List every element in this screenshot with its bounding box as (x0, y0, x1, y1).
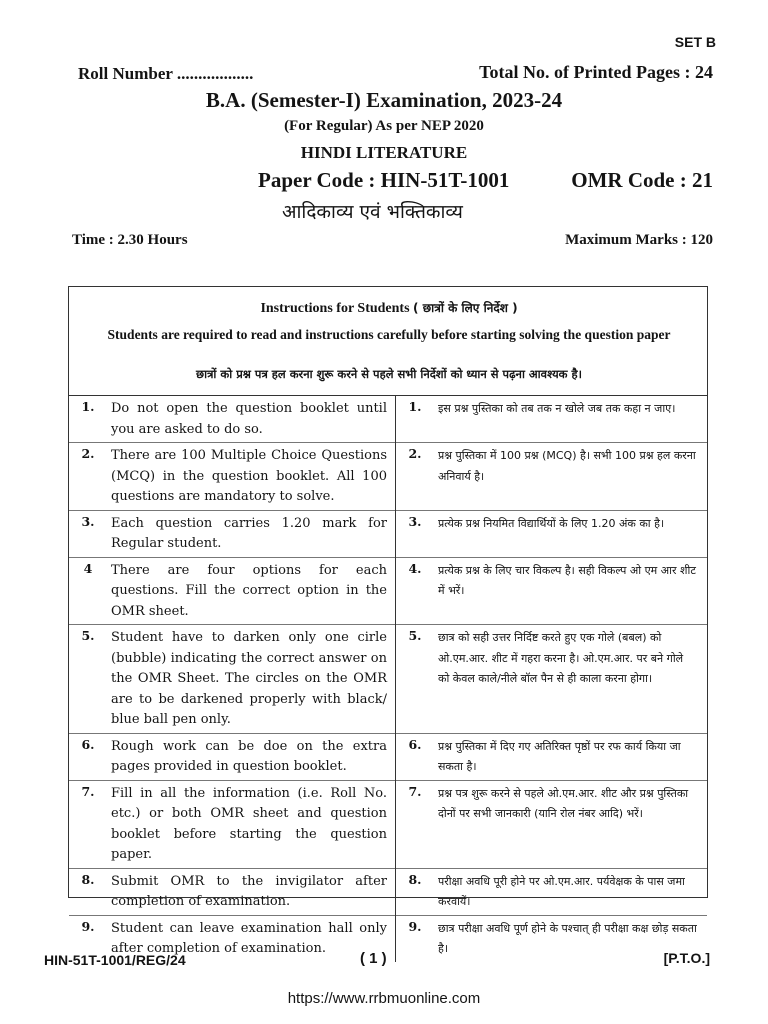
footer-paper-code: HIN-51T-1001/REG/24 (44, 952, 186, 968)
instructions-heading-hindi: ( छात्रों के लिए निर्देश ) (413, 301, 518, 315)
regular-line: (For Regular) As per NEP 2020 (284, 118, 484, 134)
instruction-hindi: प्रश्न पुस्तिका में 100 प्रश्न (MCQ) है। सभी 100 प्रश्न हल करना अनिवार्य है। (438, 449, 696, 483)
instruction-row (69, 780, 707, 868)
instruction-hindi: परीक्षा अवधि पूरी होने पर ओ.एम.आर. पर्यवेक्षक के पास जमा करवायें। (438, 874, 685, 908)
instruction-english: Each question carries 1.20 mark for Regular student. (107, 510, 396, 557)
instruction-number: 8. (81, 871, 95, 887)
instruction-number: 7. (81, 783, 95, 799)
instructions-box (68, 286, 708, 956)
instructions-intro-hindi: छात्रों को प्रश्न पत्र हल करना शुरू करने से पहले सभी निर्देशों को ध्यान से पढ़ना आवश्यक है। (196, 367, 582, 381)
instruction-number-hindi: 6. (408, 736, 422, 752)
instruction-hindi: प्रश्न पत्र शुरू करने से पहले ओ.एम.आर. शीट और प्रश्न पुस्तिका दोनों पर सभी जानकारी (यानि रोल नंबर आदि) भरें। (438, 786, 689, 820)
instructions-table (69, 395, 707, 962)
footer-page-number: ( 1 ) (360, 950, 387, 967)
set-label: SET B (674, 34, 716, 50)
instruction-number: 6. (81, 736, 95, 752)
maximum-marks: Maximum Marks : 120 (565, 232, 713, 248)
instruction-number: 4 (83, 560, 93, 576)
instruction-english: Student can leave examination hall only after completion of examination. (107, 915, 396, 962)
omr-code: OMR Code : 21 (571, 168, 713, 192)
instruction-row (69, 557, 707, 625)
instruction-english: Rough work can be doe on the extra pages provided in question booklet. (107, 733, 396, 780)
paper-code: Paper Code : HIN-51T-1001 (258, 168, 510, 192)
instructions-intro-english: Students are required to read and instructions carefully before starting solving the question paper (107, 327, 671, 342)
instruction-row (69, 868, 707, 915)
hindi-subject-title: आदिकाव्य एवं भक्तिकाव्य (282, 201, 463, 223)
instruction-english: There are four options for each questions. Fill the correct option in the OMR sheet. (107, 557, 396, 625)
instruction-number: 5. (81, 628, 95, 643)
instruction-number-hindi: 3. (408, 513, 422, 529)
footer-pto: [P.T.O.] (663, 950, 710, 966)
instruction-number-hindi: 8. (408, 871, 422, 887)
instruction-number: 2. (81, 446, 95, 461)
instruction-number: 1. (81, 399, 95, 414)
instruction-hindi: छात्र परीक्षा अवधि पूर्ण होने के पश्चात् ही परीक्षा कक्ष छोड़ सकता है। (438, 921, 697, 955)
instruction-english: Do not open the question booklet until you are asked to do so. (107, 396, 396, 443)
exam-time: Time : 2.30 Hours (72, 232, 188, 248)
instruction-hindi: प्रत्येक प्रश्न नियमित विद्यार्थियों के लिए 1.20 अंक का है। (438, 516, 665, 530)
roll-number: Roll Number .................. (78, 64, 254, 83)
instruction-english: Submit OMR to the invigilator after completion of examination. (107, 868, 396, 915)
instruction-number-hindi: 1. (408, 399, 422, 414)
instruction-number-hindi: 4. (408, 560, 422, 576)
instruction-english: There are 100 Multiple Choice Questions (MCQ) in the question booklet. All 100 questions are mandatory to solve. (107, 443, 396, 511)
instruction-english: Fill in all the information (i.e. Roll No. etc.) or both OMR sheet and question booklet before starting the question paper. (107, 780, 396, 868)
instruction-number: 3. (81, 513, 95, 529)
exam-title: B.A. (Semester-I) Examination, 2023-24 (205, 88, 563, 112)
instruction-number-hindi: 7. (408, 783, 422, 799)
instruction-row (69, 443, 707, 511)
instruction-hindi: छात्र को सही उत्तर निर्दिष्ट करते हुए एक गोले (बबल) को ओ.एम.आर. शीट में गहरा करना है। ओ.एम.आर. पर बने गोले को केवल काले/नीले बॉल पैन से ही काला करना होगा। (438, 631, 684, 685)
instruction-number-hindi: 9. (408, 918, 422, 934)
instruction-hindi: इस प्रश्न पुस्तिका को तब तक न खोले जब तक कहा न जाए। (438, 402, 676, 415)
subject-title: HINDI LITERATURE (300, 143, 468, 162)
instruction-number: 9. (81, 918, 95, 934)
instruction-english: Student have to darken only one cirle (bubble) indicating the correct answer on the OMR Sheet. The circles on the OMR are to be darkened properly with black/ blue ball pen only. (107, 625, 396, 734)
total-printed-pages: Total No. of Printed Pages : 24 (479, 62, 713, 82)
instruction-row (69, 396, 707, 443)
instruction-row (69, 625, 707, 734)
instruction-number-hindi: 2. (408, 446, 422, 461)
website-url: https://www.rrbmuonline.com (287, 990, 481, 1007)
instruction-hindi: प्रत्येक प्रश्न के लिए चार विकल्प है। सही विकल्प ओ एम आर शीट में भरें। (438, 563, 696, 597)
instruction-number-hindi: 5. (408, 628, 422, 643)
instructions-heading-english: Instructions for Students (260, 301, 410, 316)
instructions-heading (69, 299, 709, 317)
instruction-hindi: प्रश्न पुस्तिका में दिए गए अतिरिक्त पृष्ठों पर रफ कार्य किया जा सकता है। (438, 739, 681, 773)
instruction-row (69, 510, 707, 557)
instruction-row (69, 733, 707, 780)
